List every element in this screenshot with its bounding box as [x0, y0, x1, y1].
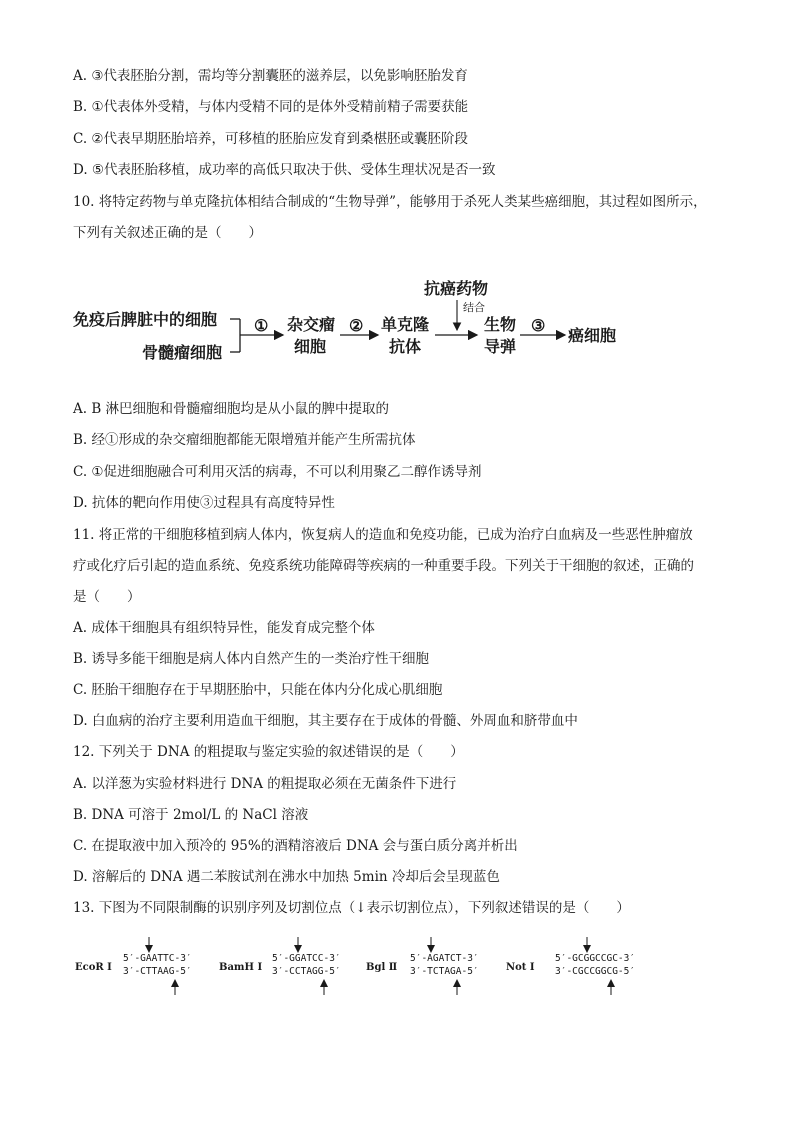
enzyme-ecori	[75, 937, 192, 995]
q10-option-d: D. 抗体的靶向作用使③过程具有高度特异性	[73, 495, 335, 511]
enzyme-name: EcoR Ⅰ	[75, 962, 112, 973]
flow-step-1: ①	[254, 316, 269, 335]
q11-stem-line1: 11. 将正常的干细胞移植到病人体内，恢复病人的造血和免疫功能，已成为治疗白血病及一些恶性肿瘤放	[73, 527, 693, 543]
q11-stem-line3: 是（ ）	[73, 589, 141, 605]
enzyme-bottom-strand: 3′-CCTAGG-5′	[272, 966, 341, 977]
q10-stem-line2: 下列有关叙述正确的是（ ）	[73, 225, 262, 241]
flow-hybridoma-line1: 杂交瘤	[287, 315, 336, 334]
enzyme-name: Not Ⅰ	[506, 962, 535, 973]
q9-option-b: B. ①代表体外受精，与体内受精不同的是体外受精前精子需要获能	[73, 99, 469, 115]
q11-stem-line2: 疗或化疗后引起的造血系统、免疫系统功能障碍等疾病的一种重要手段。下列关于干细胞的叙述，正确的	[73, 558, 694, 574]
q9-option-c: C. ②代表早期胚胎培养，可移植的胚胎应发育到桑椹胚或囊胚阶段	[73, 131, 469, 147]
q12-option-a: A. 以洋葱为实验材料进行 DNA 的粗提取必须在无菌条件下进行	[73, 776, 457, 792]
enzyme-noti	[506, 937, 635, 995]
q11-option-c: C. 胚胎干细胞存在于早期胚胎中，只能在体内分化成心肌细胞	[73, 682, 443, 698]
flow-hybridoma-line2: 细胞	[294, 337, 327, 356]
q11-option-a: A. 成体干细胞具有组织特异性，能发育成完整个体	[73, 620, 375, 636]
flow-bio-missile-line1: 生物	[484, 315, 517, 334]
enzyme-name: Bgl Ⅱ	[366, 962, 398, 973]
flow-step-2: ②	[349, 316, 364, 335]
enzyme-top-strand: 5′-GGATCC-3′	[272, 953, 341, 964]
enzyme-bglii	[366, 937, 479, 995]
enzyme-bottom-strand: 3′-CGCCGGCG-5′	[555, 966, 636, 977]
enzyme-bamhi	[219, 937, 341, 995]
enzyme-bottom-strand: 3′-TCTAGA-5′	[410, 966, 479, 977]
flow-mab-line1: 单克隆	[381, 315, 430, 334]
flow-bind-label: 结合	[463, 301, 485, 314]
q11-option-b: B. 诱导多能干细胞是病人体内自然产生的一类治疗性干细胞	[73, 651, 430, 667]
q9-option-d: D. ⑤代表胚胎移植，成功率的高低只取决于供、受体生理状况是否一致	[73, 162, 496, 178]
enzyme-top-strand: 5′-AGATCT-3′	[410, 953, 479, 964]
q12-option-b: B. DNA 可溶于 2mol/L 的 NaCl 溶液	[73, 807, 309, 823]
enzyme-top-strand: 5′-GAATTC-3′	[123, 953, 192, 964]
enzyme-top-strand: 5′-GCGGCCGC-3′	[555, 953, 636, 964]
flow-bio-missile-line2: 导弹	[484, 337, 517, 356]
flow-step-3: ③	[531, 316, 546, 335]
flow-anticancer-drug: 抗癌药物	[424, 279, 489, 298]
q10-option-a: A. B 淋巴细胞和骨髓瘤细胞均是从小鼠的脾中提取的	[73, 401, 390, 417]
q13-stem: 13. 下图为不同限制酶的识别序列及切割位点（↓表示切割位点），下列叙述错误的是（ ）	[73, 900, 630, 916]
enzyme-bottom-strand: 3′-CTTAAG-5′	[123, 966, 192, 977]
q9-option-a: A. ③代表胚胎分割，需均等分割囊胚的滋养层，以免影响胚胎发育	[73, 68, 468, 84]
flow-mab-line2: 抗体	[389, 337, 422, 356]
flow-input-myeloma-cells: 骨髓瘤细胞	[142, 343, 223, 362]
flow-input-spleen-cells: 免疫后脾脏中的细胞	[73, 310, 218, 329]
flow-cancer-cell: 癌细胞	[568, 326, 617, 345]
q12-option-d: D. 溶解后的 DNA 遇二苯胺试剂在沸水中加热 5min 冷却后会呈现蓝色	[73, 869, 500, 885]
q12-stem: 12. 下列关于 DNA 的粗提取与鉴定实验的叙述错误的是（ ）	[73, 744, 464, 760]
q12-option-c: C. 在提取液中加入预冷的 95%的酒精溶液后 DNA 会与蛋白质分离并析出	[73, 838, 518, 854]
q10-option-c: C. ①促进细胞融合可利用灭活的病毒，不可以利用聚乙二醇作诱导剂	[73, 464, 482, 480]
q11-option-d: D. 白血病的治疗主要利用造血干细胞，其主要存在于成体的骨髓、外周血和脐带血中	[73, 713, 578, 729]
q10-stem-line1: 10. 将特定药物与单克隆抗体相结合制成的“生物导弹”，能够用于杀死人类某些癌细胞，其过程如图所示，	[73, 194, 707, 210]
enzyme-name: BamH Ⅰ	[219, 962, 263, 973]
q10-option-b: B. 经①形成的杂交瘤细胞都能无限增殖并能产生所需抗体	[73, 432, 416, 448]
